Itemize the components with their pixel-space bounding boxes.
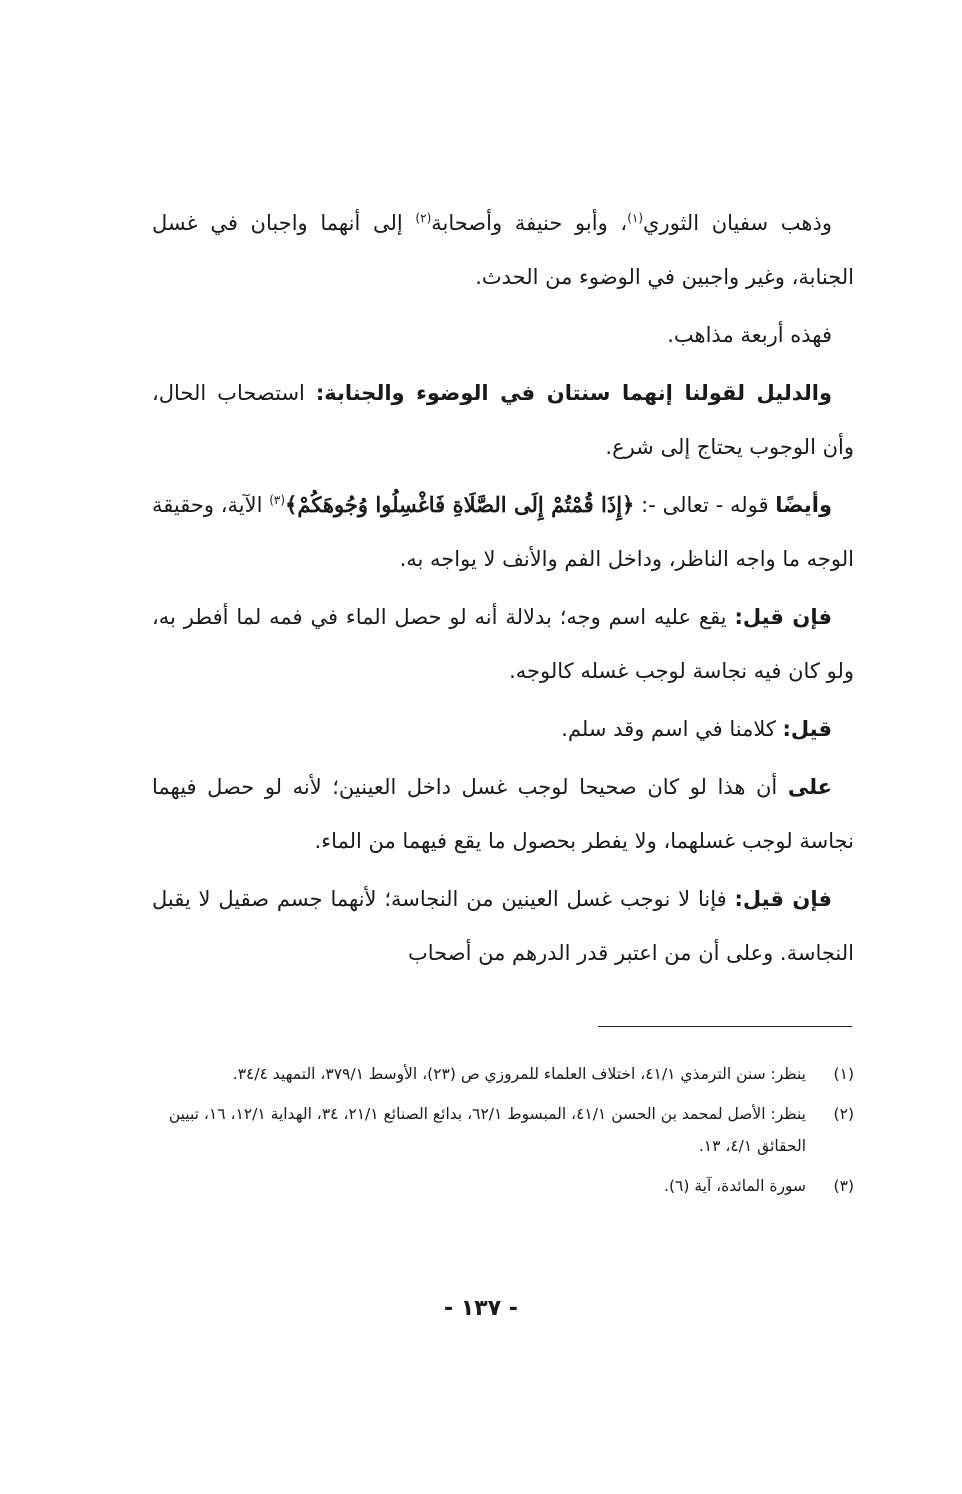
paragraph-lead: فإن قيل:	[734, 887, 832, 911]
paragraph-text: قوله - تعالى -:	[634, 493, 776, 517]
footnote-text: ينظر: الأصل لمحمد بن الحسن ٤١/١، المبسوط ٦٢/١، بدائع الصنائع ٢١/١، ٣٤، الهداية ١٢/١، ١٦، تبيين الحقائق ٤/١، ١٣.	[168, 1105, 806, 1155]
footnote-number: (٣)	[833, 1177, 854, 1195]
footnotes	[152, 1058, 854, 1210]
footnote-1	[152, 1058, 854, 1090]
paragraph-text: فإنا لا نوجب غسل العينين من النجاسة؛ لأنهما جسم صقيل لا يقبل النجاسة. وعلى أن من اعتبر قدر الدرهم من أصحاب	[152, 887, 854, 965]
paragraph-text: استصحاب الحال، وأن الوجوب يحتاج إلى شرع.	[152, 381, 854, 459]
paragraph-text: فهذه أربعة مذاهب.	[667, 323, 832, 347]
paragraph-8	[152, 872, 854, 980]
paragraph-text: الآية، وحقيقة الوجه ما واجه الناظر، وداخل الفم والأنف لا يواجه به.	[152, 493, 854, 571]
footnote-3	[152, 1170, 854, 1202]
footnote-text: ينظر: سنن الترمذي ٤١/١، اختلاف العلماء للمروزي ص (٢٣)، الأوسط ٣٧٩/١، التمهيد ٣٤/٤.	[232, 1065, 806, 1083]
paragraph-3	[152, 366, 854, 474]
paragraph-text: أن هذا لو كان صحيحا لوجب غسل داخل العينين؛ لأنه لو حصل فيهما نجاسة لوجب غسلهما، ولا يفطر بحصول ما يقع فيهما من الماء.	[152, 775, 854, 853]
paragraph-text: يقع عليه اسم وجه؛ بدلالة أنه لو حصل الماء في فمه لما أفطر به، ولو كان فيه نجاسة لوجب غسله كالوجه.	[152, 605, 854, 683]
footnote-ref-1[interactable]: (١)	[627, 211, 644, 225]
paragraph-2	[152, 308, 854, 362]
paragraph-lead: قيل:	[782, 717, 832, 741]
footnote-separator	[598, 1026, 852, 1027]
paragraph-text: ، وأبو حنيفة وأصحابة	[431, 211, 628, 235]
paragraph-text: وذهب سفيان الثوري	[643, 211, 832, 235]
main-text	[152, 196, 854, 984]
footnote-ref-3[interactable]: (٣)	[269, 493, 286, 507]
footnote-2	[152, 1098, 854, 1162]
paragraph-7	[152, 760, 854, 868]
paragraph-4	[152, 478, 854, 586]
paragraph-lead: على	[787, 775, 832, 799]
paragraph-1	[152, 196, 854, 304]
paragraph-text: إلى أنهما واجبان في غسل الجنابة، وغير واجبين في الوضوء من الحدث.	[152, 211, 854, 289]
paragraph-lead: وأيضًا	[775, 493, 833, 517]
footnote-number: (١)	[833, 1065, 854, 1083]
page-number: - ١٣٧ -	[444, 1296, 518, 1321]
footnote-ref-2[interactable]: (٢)	[415, 211, 432, 225]
quran-verse: ﴿إِذَا قُمْتُمْ إِلَى الصَّلَاةِ فَاغْسِلُوا وُجُوهَكُمْ﴾	[285, 492, 635, 517]
paragraph-text: كلامنا في اسم وقد سلم.	[561, 717, 783, 741]
footnote-number: (٢)	[833, 1105, 854, 1123]
paragraph-lead: والدليل لقولنا إنهما سنتان في الوضوء والجنابة:	[315, 381, 833, 405]
paragraph-5	[152, 590, 854, 698]
paragraph-lead: فإن قيل:	[734, 605, 832, 629]
paragraph-6	[152, 702, 854, 756]
footnote-text: سورة المائدة، آية (٦).	[664, 1177, 806, 1195]
